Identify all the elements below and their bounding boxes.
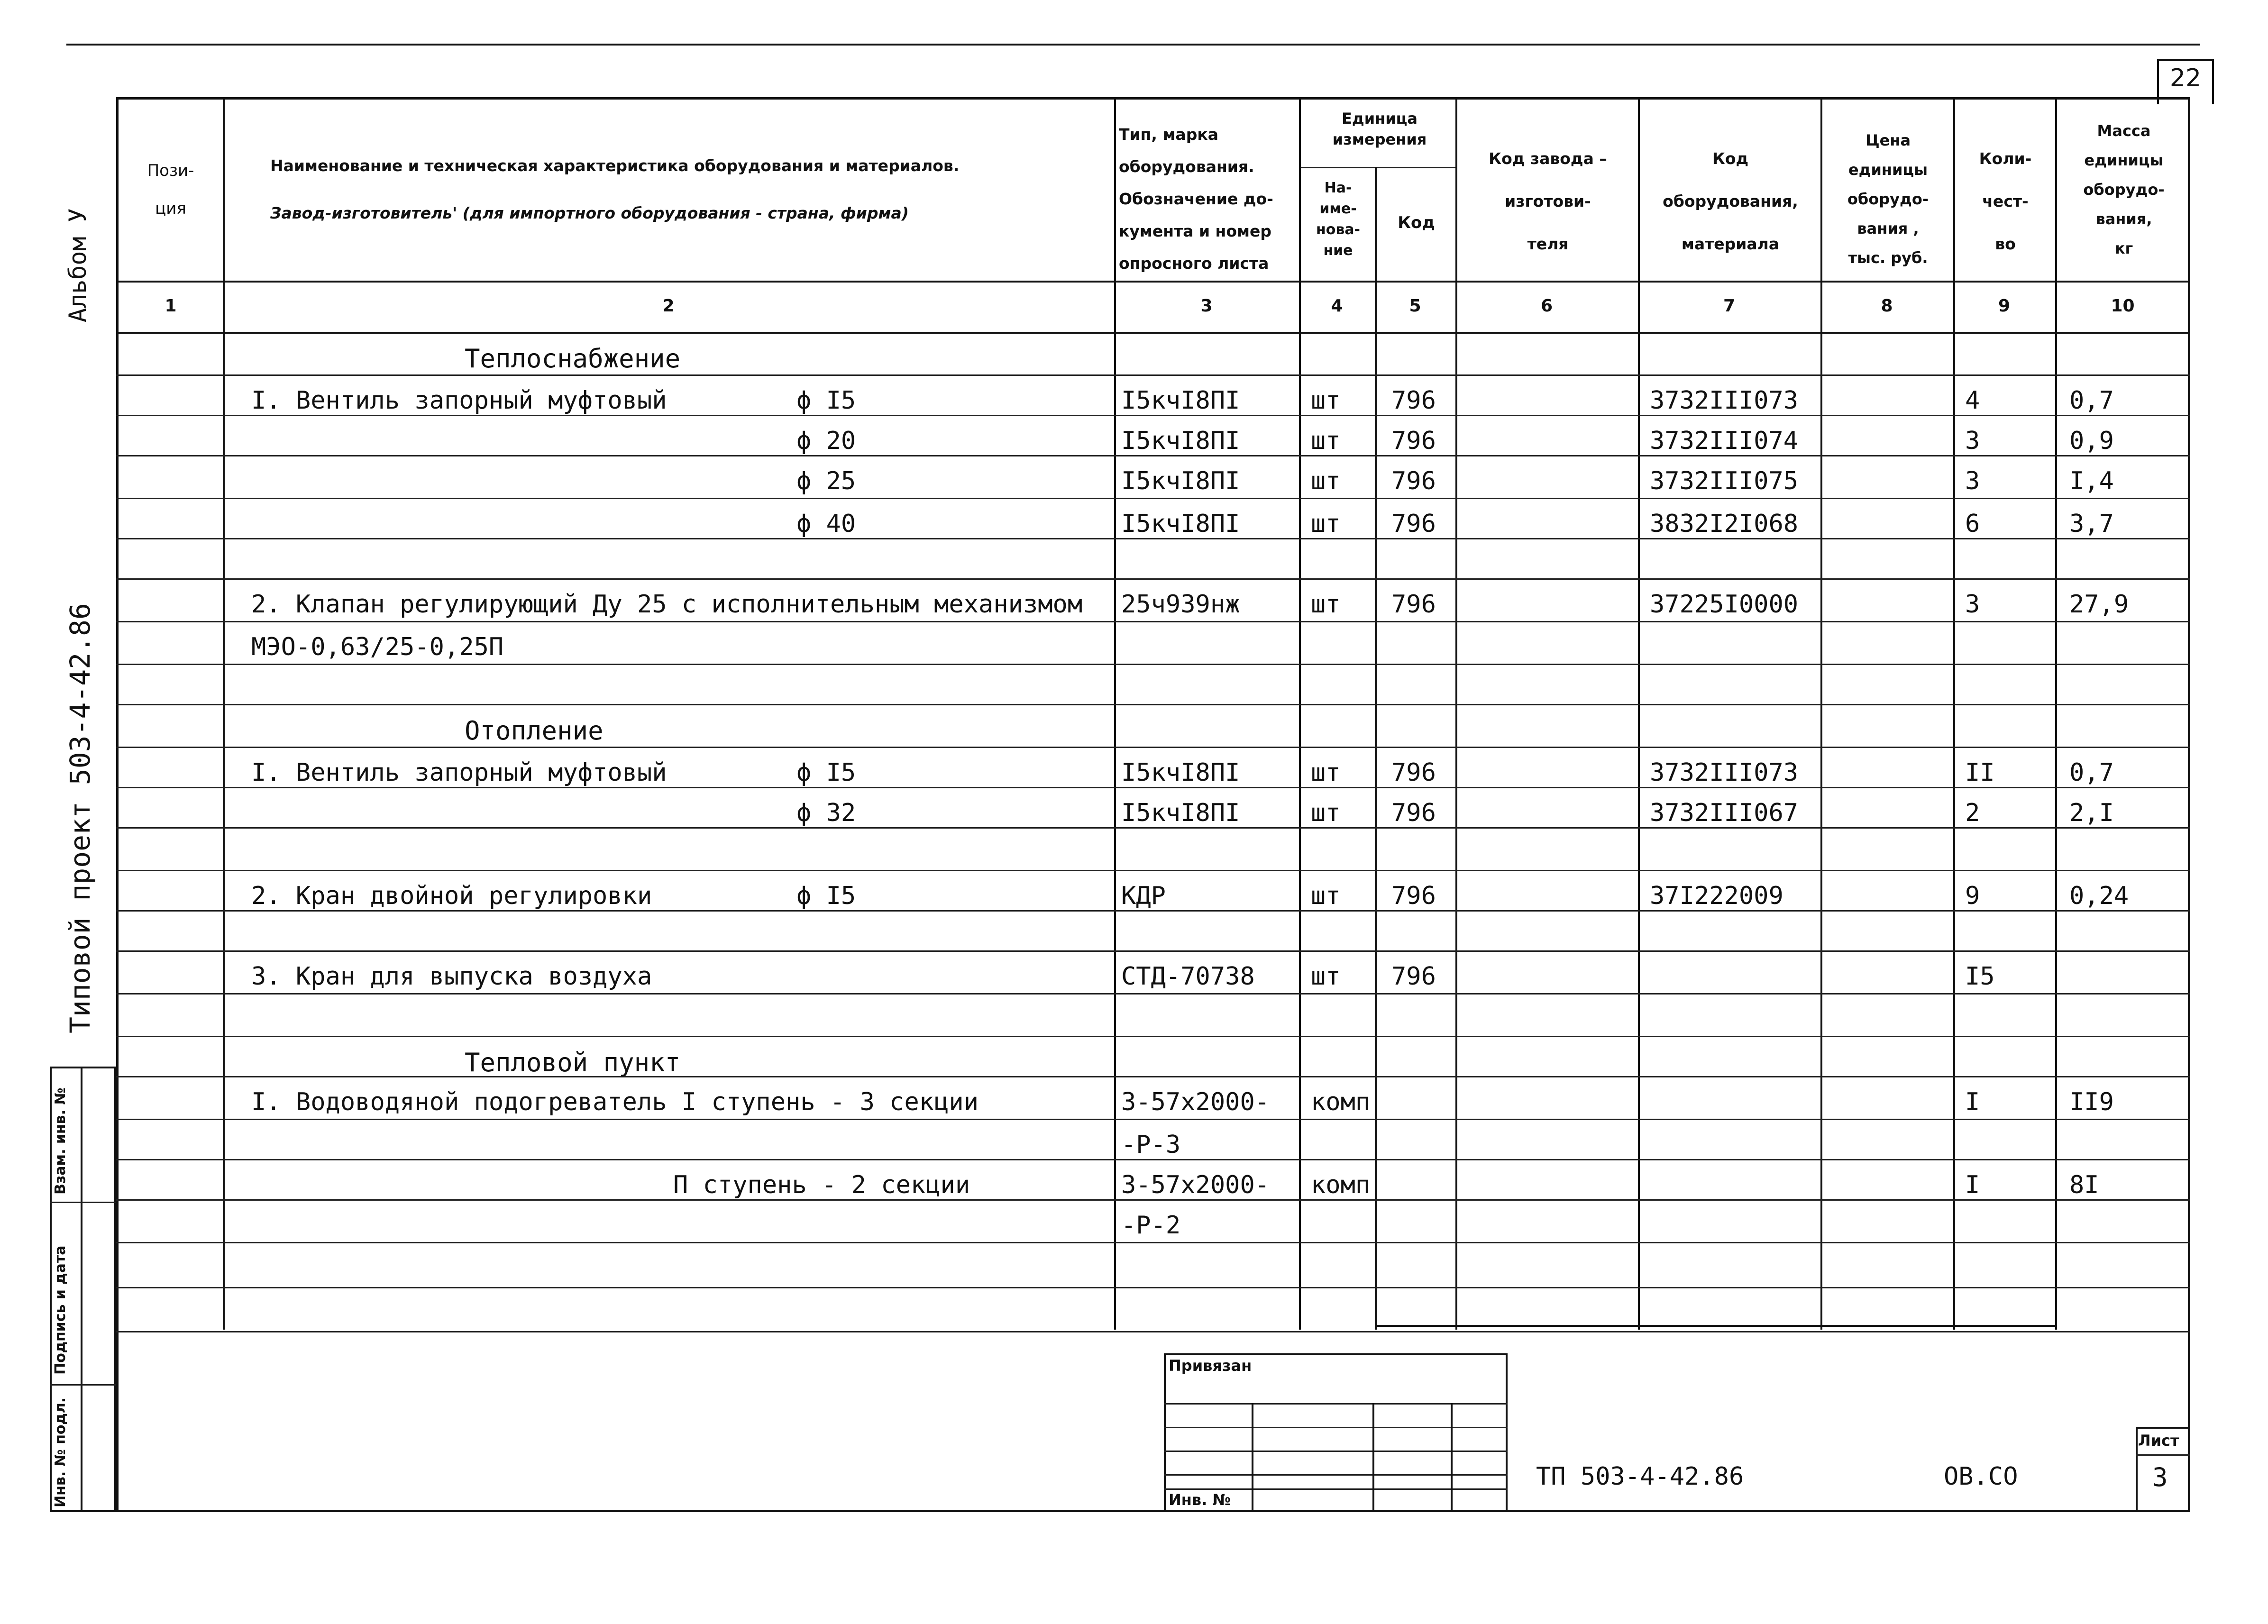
row-divider bbox=[116, 621, 2190, 622]
item-type: 3-57х2000- bbox=[1121, 1171, 1270, 1199]
colnum-10: 10 bbox=[2111, 296, 2135, 316]
item-unit-code: 796 bbox=[1391, 427, 1436, 455]
hdr-unit-name: На- име- нова- ние bbox=[1316, 180, 1361, 259]
item-type: 25ч939нж bbox=[1121, 590, 1240, 619]
item-quantity: I bbox=[1965, 1171, 1980, 1199]
item-unit-code: 796 bbox=[1391, 962, 1436, 991]
colnum-3: 3 bbox=[1200, 296, 1213, 316]
item-mass: 27,9 bbox=[2069, 590, 2129, 619]
colnum-4: 4 bbox=[1331, 296, 1343, 316]
margin-vzam: Взам. инв. № bbox=[52, 1087, 69, 1195]
item-unit-code: 796 bbox=[1391, 590, 1436, 619]
item-mass: 0,9 bbox=[2069, 427, 2114, 455]
item-unit: шт bbox=[1311, 467, 1341, 495]
item-type: I5кчI8ПI bbox=[1121, 467, 1240, 495]
item-quantity: 2 bbox=[1965, 799, 1980, 827]
item-unit: шт bbox=[1311, 799, 1341, 827]
row-divider bbox=[116, 1119, 2190, 1120]
row-divider bbox=[116, 578, 2190, 580]
item-mass: 0,24 bbox=[2069, 882, 2129, 910]
album-label: Альбом У bbox=[64, 208, 91, 322]
row-divider bbox=[116, 1036, 2190, 1037]
item-quantity: 3 bbox=[1965, 467, 1980, 495]
item-quantity: I5 bbox=[1965, 962, 1995, 991]
item-quantity: 3 bbox=[1965, 590, 1980, 619]
item-equipment-code: 3732III074 bbox=[1650, 427, 1799, 455]
item-name: I. Водоводяной подогреватель I ступень - 3 секции bbox=[251, 1088, 979, 1116]
item-unit-code: 796 bbox=[1391, 467, 1436, 495]
item-unit: шт bbox=[1311, 758, 1341, 787]
item-mass: I,4 bbox=[2069, 467, 2114, 495]
row-divider bbox=[116, 787, 2190, 788]
row-divider bbox=[116, 415, 2190, 416]
item-unit-code: 796 bbox=[1391, 510, 1436, 538]
page-number: 22 bbox=[2169, 64, 2202, 92]
hdr-unit: Единица измерения bbox=[1332, 109, 1427, 148]
hdr-name: Наименование и техническая характеристика оборудования и материалов. Завод-изготовитель' (для импортного оборудования - страна, фирма) bbox=[270, 156, 960, 222]
item-equipment-code: 3732III073 bbox=[1650, 758, 1799, 787]
row-divider bbox=[116, 664, 2190, 665]
item-unit-code: 796 bbox=[1391, 758, 1436, 787]
item-equipment-code: 37I222009 bbox=[1650, 882, 1783, 910]
item-type: КДР bbox=[1121, 882, 1166, 910]
project-label: Типовой проект 503-4-42.86 bbox=[64, 603, 96, 1033]
item-diameter: ϕ I5 bbox=[796, 758, 856, 787]
stamp-inv: Инв. № bbox=[1169, 1491, 1231, 1509]
item-type: -Р-3 bbox=[1121, 1131, 1181, 1159]
item-type: I5кчI8ПI bbox=[1121, 799, 1240, 827]
stamp-doc: ТП 503-4-42.86 bbox=[1536, 1462, 1744, 1491]
section-heading: Отопление bbox=[465, 716, 604, 746]
section-heading: Тепловой пункт bbox=[465, 1048, 681, 1077]
row-divider bbox=[116, 950, 2190, 952]
item-mass: 0,7 bbox=[2069, 386, 2114, 415]
item-quantity: 3 bbox=[1965, 427, 1980, 455]
item-name: I. Вентиль запорный муфтовый bbox=[251, 386, 667, 415]
item-quantity: 9 bbox=[1965, 882, 1980, 910]
item-type: I5кчI8ПI bbox=[1121, 510, 1240, 538]
item-diameter: ϕ 32 bbox=[796, 799, 856, 827]
row-divider bbox=[116, 1242, 2190, 1243]
colnum-5: 5 bbox=[1409, 296, 1421, 316]
item-diameter: ϕ I5 bbox=[796, 882, 856, 910]
item-equipment-code: 3832I2I068 bbox=[1650, 510, 1799, 538]
item-diameter: ϕ 40 bbox=[796, 510, 856, 538]
row-divider bbox=[116, 498, 2190, 499]
item-name: 2. Кран двойной регулировки bbox=[251, 882, 652, 910]
row-divider bbox=[116, 455, 2190, 456]
item-name: 3. Кран для выпуска воздуха bbox=[251, 962, 652, 991]
hdr-quantity: Коли- чест- во bbox=[1979, 149, 2032, 253]
row-divider bbox=[116, 374, 2190, 376]
row-divider bbox=[116, 1159, 2190, 1160]
item-diameter: ϕ I5 bbox=[796, 386, 856, 415]
item-unit: шт bbox=[1311, 386, 1341, 415]
colnum-2: 2 bbox=[662, 296, 675, 316]
item-diameter: ϕ 20 bbox=[796, 427, 856, 455]
row-divider bbox=[116, 747, 2190, 748]
item-unit: шт bbox=[1311, 590, 1341, 619]
item-mass: 0,7 bbox=[2069, 758, 2114, 787]
colnum-1: 1 bbox=[165, 296, 177, 316]
item-equipment-code: 37225I0000 bbox=[1650, 590, 1799, 619]
colnum-8: 8 bbox=[1881, 296, 1893, 316]
item-mass: 8I bbox=[2069, 1171, 2099, 1199]
item-mass: II9 bbox=[2069, 1088, 2114, 1116]
row-divider bbox=[116, 827, 2190, 829]
item-unit: шт bbox=[1311, 962, 1341, 991]
hdr-unit-code: Код bbox=[1398, 213, 1435, 232]
item-unit: шт bbox=[1311, 510, 1341, 538]
stamp-linked-label: Привязан bbox=[1169, 1357, 1252, 1375]
row-divider bbox=[116, 910, 2190, 912]
item-type: I5кчI8ПI bbox=[1121, 386, 1240, 415]
hdr-factory-code: Код завода – изготови- теля bbox=[1489, 149, 1607, 253]
item-type: СТД-70738 bbox=[1121, 962, 1255, 991]
colnum-7: 7 bbox=[1723, 296, 1736, 316]
row-divider bbox=[116, 1076, 2190, 1077]
item-quantity: I bbox=[1965, 1088, 1980, 1116]
item-type: I5кчI8ПI bbox=[1121, 758, 1240, 787]
item-unit: шт bbox=[1311, 882, 1341, 910]
hdr-mass: Масса единицы оборудо- вания, кг bbox=[2083, 122, 2165, 257]
colnum-9: 9 bbox=[1998, 296, 2011, 316]
item-type: I5кчI8ПI bbox=[1121, 427, 1240, 455]
row-divider bbox=[116, 993, 2190, 994]
colnum-6: 6 bbox=[1540, 296, 1553, 316]
row-divider bbox=[116, 704, 2190, 705]
item-name: П ступень - 2 секции bbox=[673, 1171, 970, 1199]
item-quantity: II bbox=[1965, 758, 1995, 787]
item-name: 2. Клапан регулирующий Ду 25 с исполнительным механизмом bbox=[251, 590, 1083, 619]
row-divider bbox=[116, 1199, 2190, 1201]
item-unit: комп bbox=[1311, 1171, 1371, 1199]
item-unit-code: 796 bbox=[1391, 882, 1436, 910]
sheet-label: Лист bbox=[2138, 1432, 2179, 1450]
item-unit-code: 796 bbox=[1391, 386, 1436, 415]
item-diameter: ϕ 25 bbox=[796, 467, 856, 495]
hdr-type: Тип, марка оборудования. Обозначение до- кумента и номер опросного листа bbox=[1119, 125, 1273, 273]
item-unit: шт bbox=[1311, 427, 1341, 455]
item-unit: комп bbox=[1311, 1088, 1371, 1116]
item-quantity: 6 bbox=[1965, 510, 1980, 538]
item-quantity: 4 bbox=[1965, 386, 1980, 415]
margin-inv-podl: Инв. № подл. bbox=[52, 1397, 69, 1507]
hdr-equipment-code: Код оборудования, материала bbox=[1663, 149, 1798, 253]
item-mass: 3,7 bbox=[2069, 510, 2114, 538]
item-mass: 2,I bbox=[2069, 799, 2114, 827]
stamp-mark: ОВ.СО bbox=[1944, 1462, 2018, 1491]
row-divider bbox=[116, 538, 2190, 539]
margin-podpis: Подпись и дата bbox=[52, 1245, 69, 1375]
item-name: I. Вентиль запорный муфтовый bbox=[251, 758, 667, 787]
item-equipment-code: 3732III067 bbox=[1650, 799, 1799, 827]
section-heading: Теплоснабжение bbox=[465, 344, 681, 374]
sheet-number: 3 bbox=[2152, 1462, 2168, 1492]
row-divider bbox=[116, 1287, 2190, 1288]
item-unit-code: 796 bbox=[1391, 799, 1436, 827]
item-equipment-code: 3732III075 bbox=[1650, 467, 1799, 495]
top-rule bbox=[66, 44, 2200, 46]
item-type: 3-57х2000- bbox=[1121, 1088, 1270, 1116]
item-equipment-code: 3732III073 bbox=[1650, 386, 1799, 415]
row-divider bbox=[116, 870, 2190, 871]
hdr-price: Цена единицы оборудо- вания , тыс. руб. bbox=[1847, 131, 1929, 267]
hdr-position: Пози- ция bbox=[147, 161, 194, 218]
item-name: МЭО-0,63/25-0,25П bbox=[251, 633, 504, 661]
item-type: -Р-2 bbox=[1121, 1211, 1181, 1240]
